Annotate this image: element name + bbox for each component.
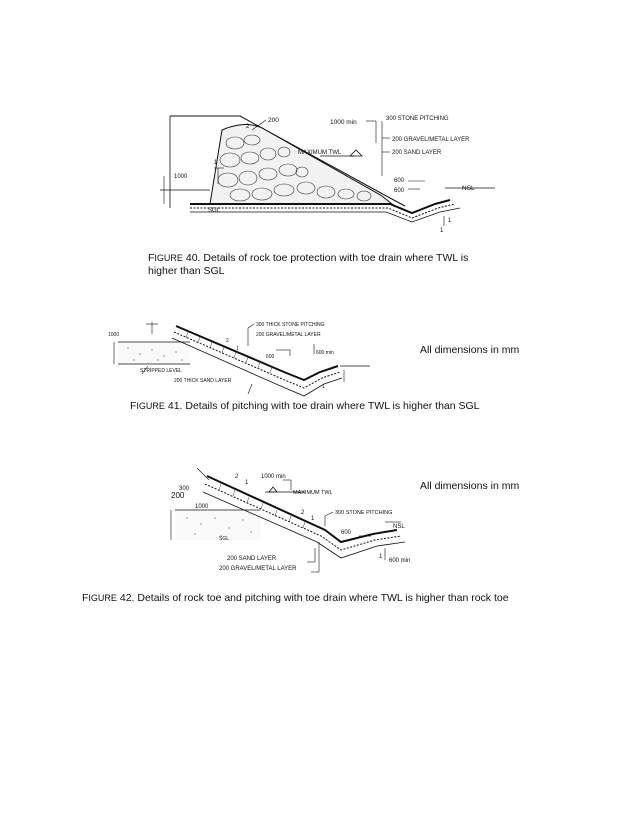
label-1000-min: 1000 min: [261, 474, 286, 480]
figure-41-number: FIGURE 41.: [130, 400, 183, 412]
label-sgl: SGL: [208, 208, 221, 214]
slope-2: 2: [246, 124, 250, 130]
slope-1c: 1: [440, 228, 444, 234]
dimensions-note-41: All dimensions in mm: [420, 344, 520, 356]
label-stone-pitching: 300 STONE PITCHING: [386, 116, 449, 122]
label-1000: 1000: [108, 332, 120, 338]
twl-marker: [269, 487, 277, 492]
pitching-hatch: [186, 332, 272, 373]
label-1000: 1000: [174, 174, 188, 180]
label-200: 200: [268, 117, 279, 124]
label-nsl: NSL: [462, 185, 475, 192]
label-gravel-layer: 200 GRAVEL/METAL LAYER: [392, 137, 470, 143]
figure-42-drawing: [165, 462, 430, 580]
label-600: 600: [341, 530, 352, 536]
label-sand-layer: 200 SAND LAYER: [392, 150, 442, 156]
label-600-b: 600: [394, 188, 405, 194]
label-600-a: 600: [394, 178, 405, 184]
figure-41-caption: [130, 400, 550, 413]
rock-toe-mass: [210, 124, 392, 204]
figure-42-caption-text: Details of rock toe and pitching with toe drain where TWL is higher than rock toe: [137, 592, 509, 604]
slope-2b: 2: [301, 510, 305, 516]
label-1000: 1000: [195, 504, 209, 510]
figure-40-drawing: [150, 108, 510, 233]
sand-band: [172, 338, 342, 396]
label-gravel-layer: 200 GRAVEL/METAL LAYER: [219, 566, 297, 572]
label-gravel-metal-layer: 200 GRAVEL/METAL LAYER: [256, 332, 321, 338]
label-sgl: SGL: [219, 536, 230, 542]
slope-1: 1: [245, 480, 249, 486]
figure-42-caption: [82, 592, 602, 605]
label-600: 600: [266, 354, 275, 360]
label-maximum-twl: MAXIMUM TWL: [298, 150, 342, 156]
label-stone-pitching: 300 STONE PITCHING: [335, 510, 393, 516]
label-nsl: NSL: [393, 524, 405, 530]
label-maximum-twl: MAXIMUM TWL: [293, 490, 333, 496]
figure-42-svg: [165, 462, 430, 580]
dimensions-note-42: All dimensions in mm: [420, 480, 520, 492]
slope-1b: 1: [311, 516, 315, 522]
slope-1b: 1: [322, 384, 325, 390]
slope-1: 1: [236, 346, 239, 352]
slope-2: 2: [235, 474, 239, 480]
figure-40-caption: [148, 252, 498, 278]
figure-40-number: FIGURE 40.: [148, 252, 201, 264]
label-300: 300: [179, 486, 190, 492]
label-sand-layer: 200 SAND LAYER: [227, 556, 277, 562]
slope-2: 2: [226, 338, 229, 344]
figure-42-number: FIGURE 42.: [82, 592, 135, 604]
label-thick-stone-pitching: 300 THICK STONE PITCHING: [256, 322, 325, 328]
label-stripped-level: STRIPPED LEVEL: [140, 368, 182, 374]
figure-40-svg: [150, 108, 510, 233]
label-1000-min: 1000 min: [330, 119, 357, 126]
slope-1c: 1: [379, 554, 383, 560]
twl-marker: [350, 150, 362, 156]
ground-fill: [118, 342, 190, 364]
ground-fill: [175, 510, 260, 540]
figure-41-drawing: [108, 314, 488, 409]
slope-1: 1: [214, 160, 218, 166]
label-600-min: 600 min: [316, 350, 334, 356]
figure-40-caption-text: Details of rock toe protection with toe drain where TWL is higher than SGL: [148, 252, 469, 277]
figure-41-svg: [108, 314, 488, 409]
label-200: 200: [171, 491, 185, 500]
label-600-min: 600 min: [389, 558, 411, 564]
slope-1b: 1: [448, 218, 452, 224]
label-thick-sand-layer: 200 THICK SAND LAYER: [174, 378, 232, 384]
figure-41-caption-text: Details of pitching with toe drain where TWL is higher than SGL: [185, 400, 480, 412]
